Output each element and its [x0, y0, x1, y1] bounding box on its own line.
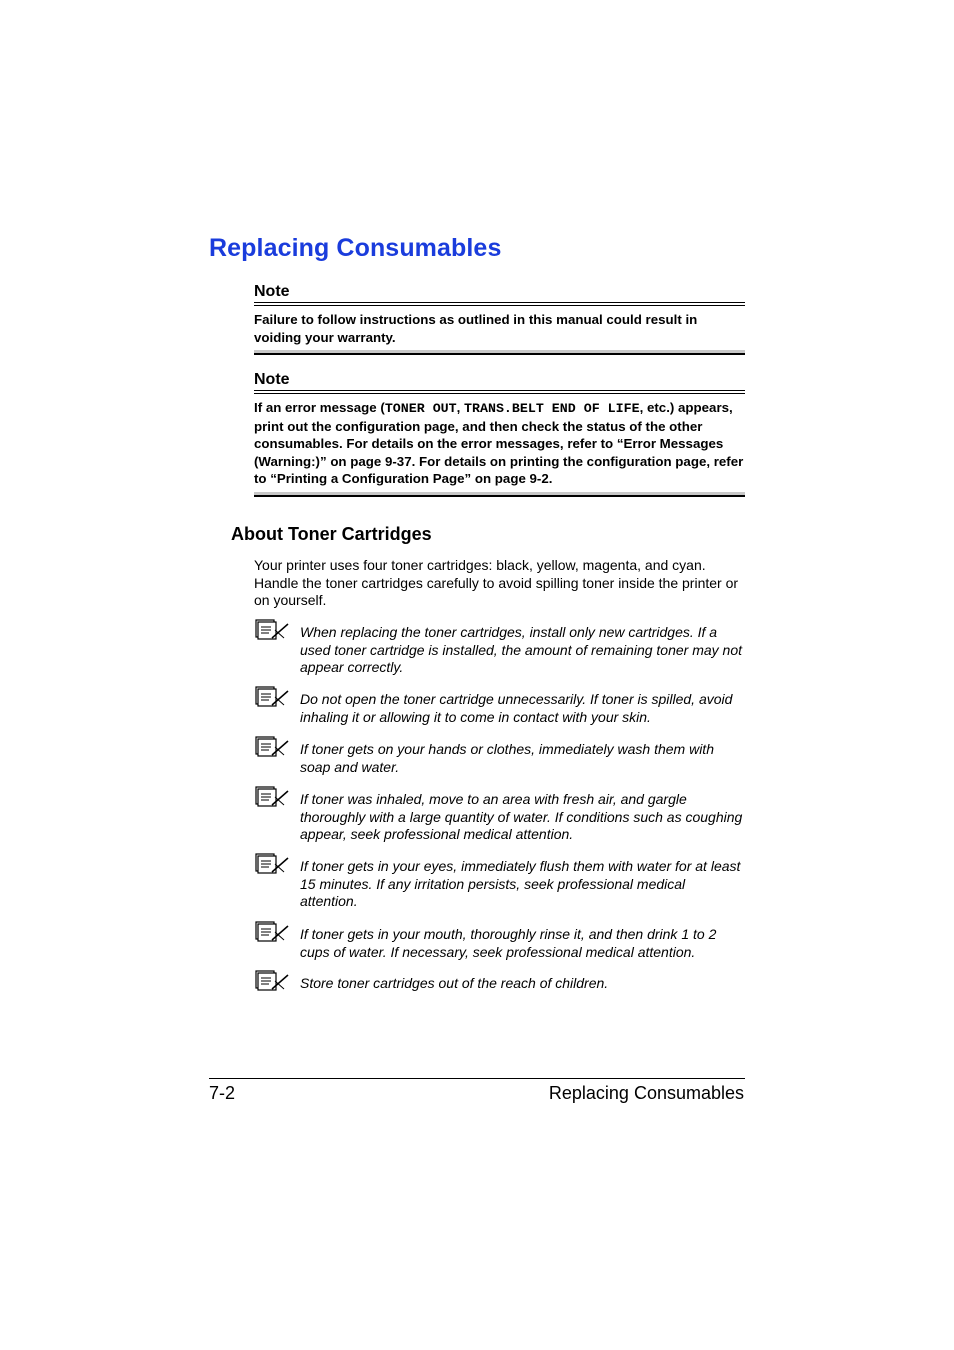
tip-item — [254, 624, 745, 677]
tip-item — [254, 691, 745, 726]
tip-text: When replacing the toner cartridges, install only new cartridges. If a used toner cartridge is installed, the amount of remaining toner may not appear correctly. — [300, 624, 743, 676]
note-pencil-icon — [254, 852, 290, 876]
note-text-part: If an error message ( — [254, 400, 385, 415]
footer-divider — [209, 1078, 745, 1079]
tip-item — [254, 741, 745, 776]
note-heading: Note — [254, 283, 745, 303]
note-text-part: , — [456, 400, 465, 415]
error-code-toner-out: TONER OUT — [384, 401, 457, 416]
page-title: Replacing Consumables — [209, 234, 502, 262]
note-pencil-icon — [254, 969, 290, 993]
note-text: Failure to follow instructions as outlined in this manual could result in voiding your warranty. — [254, 312, 698, 345]
note-bottom-rule — [254, 492, 745, 497]
tip-text: Store toner cartridges out of the reach of children. — [300, 975, 609, 991]
note-bottom-rule — [254, 350, 745, 355]
note-heading: Note — [254, 371, 745, 391]
footer-chapter-title: Replacing Consumables — [548, 1083, 744, 1103]
section-intro: Your printer uses four toner cartridges: black, yellow, magenta, and cyan. Handle the toner cartridges carefully to avoid spilling toner inside the printer or on yourself. — [254, 557, 739, 609]
tip-text: Do not open the toner cartridge unnecessarily. If toner is spilled, avoid inhaling it or allowing it to come in contact with your skin. — [300, 691, 733, 725]
tip-item — [254, 975, 745, 993]
note-pencil-icon — [254, 920, 290, 944]
tip-item — [254, 926, 745, 961]
note-text-part: , etc.) appears, print out the configuration page, and then check the status of the other consumables. For details on the error messages, refer to “Error Messages (Warning:)” on page 9-37. For details on printing the configuration page, refer to “Printing a Configuration Page” on page 9-2. — [254, 400, 744, 487]
note-pencil-icon — [254, 618, 290, 642]
error-code-trans-belt: TRANS.BELT END OF LIFE — [464, 401, 640, 416]
note-text — [254, 394, 745, 492]
section-heading: About Toner Cartridges — [231, 524, 432, 544]
note-box-error-message — [254, 371, 745, 497]
note-pencil-icon — [254, 735, 290, 759]
footer-page-number: 7-2 — [209, 1083, 236, 1103]
note-pencil-icon — [254, 785, 290, 809]
tip-item — [254, 858, 745, 911]
tip-text: If toner gets on your hands or clothes, immediately wash them with soap and water. — [300, 741, 714, 775]
tip-text: If toner was inhaled, move to an area with fresh air, and gargle thoroughly with a large quantity of water. If conditions such as coughing appear, seek professional medical attention. — [300, 791, 743, 843]
note-pencil-icon — [254, 685, 290, 709]
tip-text: If toner gets in your mouth, thoroughly rinse it, and then drink 1 to 2 cups of water. If necessary, seek professional medical attention. — [300, 926, 717, 960]
note-box-warranty — [254, 283, 745, 355]
tip-text: If toner gets in your eyes, immediately flush them with water for at least 15 minutes. If any irritation persists, seek professional medical attention. — [300, 858, 741, 910]
tip-item — [254, 791, 745, 844]
